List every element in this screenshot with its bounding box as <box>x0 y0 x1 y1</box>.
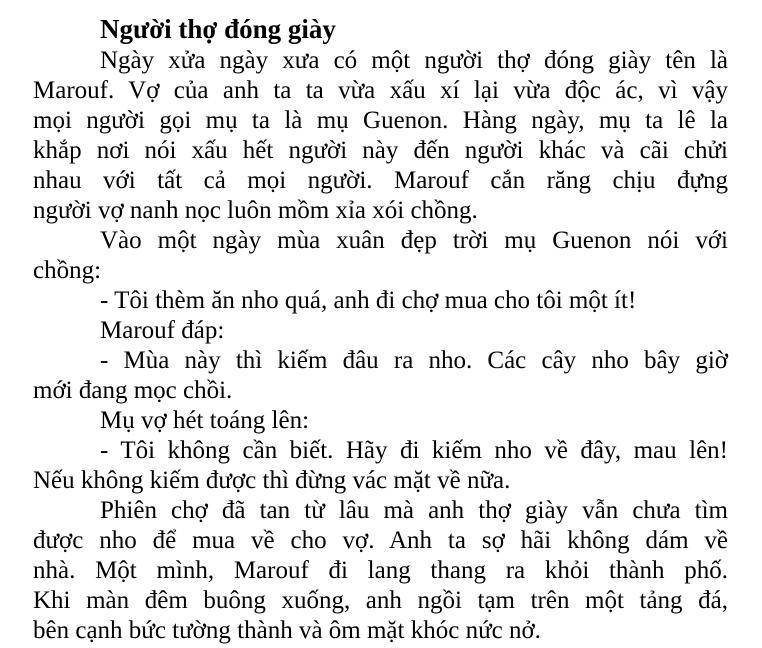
text-line: mọi người gọi mụ ta là mụ Guenon. Hàng ngày, mụ ta lê la <box>33 107 728 134</box>
text-line: chồng: <box>33 257 102 284</box>
text-line: mới đang mọc chồi. <box>33 377 233 404</box>
paragraph <box>33 226 728 286</box>
text-line: - Tôi thèm ăn nho quá, anh đi chợ mua cho tôi một ít! <box>100 287 637 314</box>
text-line: bên cạnh bức tường thành và ôm mặt khóc nức nở. <box>33 617 541 644</box>
text-line: nhau với tất cả mọi người. Marouf cắn răng chịu đựng <box>33 167 728 194</box>
text-line: Marouf đáp: <box>100 317 225 344</box>
text-line: Vào một ngày mùa xuân đẹp trời mụ Guenon nói với <box>100 227 728 254</box>
text-line: khắp nơi nói xấu hết người này đến người khác và cãi chửi <box>33 137 728 164</box>
story-title: Người thợ đóng giày <box>100 14 336 44</box>
paragraph <box>33 436 728 496</box>
paragraph <box>33 346 728 406</box>
text-line: Mụ vợ hét toáng lên: <box>100 407 310 434</box>
text-line: nhà. Một mình, Marouf đi lang thang ra khỏi thành phố. <box>33 557 728 584</box>
paragraph <box>33 286 728 316</box>
paragraph <box>33 316 728 346</box>
text-line: người vợ nanh nọc luôn mồm xỉa xói chồng. <box>33 197 478 224</box>
text-line: - Mùa này thì kiếm đâu ra nho. Các cây nho bây giờ <box>100 347 728 374</box>
text-line: Phiên chợ đã tan từ lâu mà anh thợ giày vẫn chưa tìm <box>100 497 728 524</box>
text-line: Nếu không kiếm được thì đừng vác mặt về nữa. <box>33 467 511 494</box>
text-line: Marouf. Vợ của anh ta ta vừa xấu xí lại vừa độc ác, vì vậy <box>33 77 728 104</box>
paragraph <box>33 46 728 226</box>
text-line: Khi màn đêm buông xuống, anh ngồi tạm trên một tảng đá, <box>33 587 728 614</box>
text-line: - Tôi không cần biết. Hãy đi kiếm nho về đây, mau lên! <box>100 437 728 464</box>
paragraph <box>33 496 728 646</box>
text-line: được nho để mua về cho vợ. Anh ta sợ hãi không dám về <box>33 527 728 554</box>
paragraph <box>33 406 728 436</box>
text-line: Ngày xửa ngày xưa có một người thợ đóng giày tên là <box>100 47 728 74</box>
